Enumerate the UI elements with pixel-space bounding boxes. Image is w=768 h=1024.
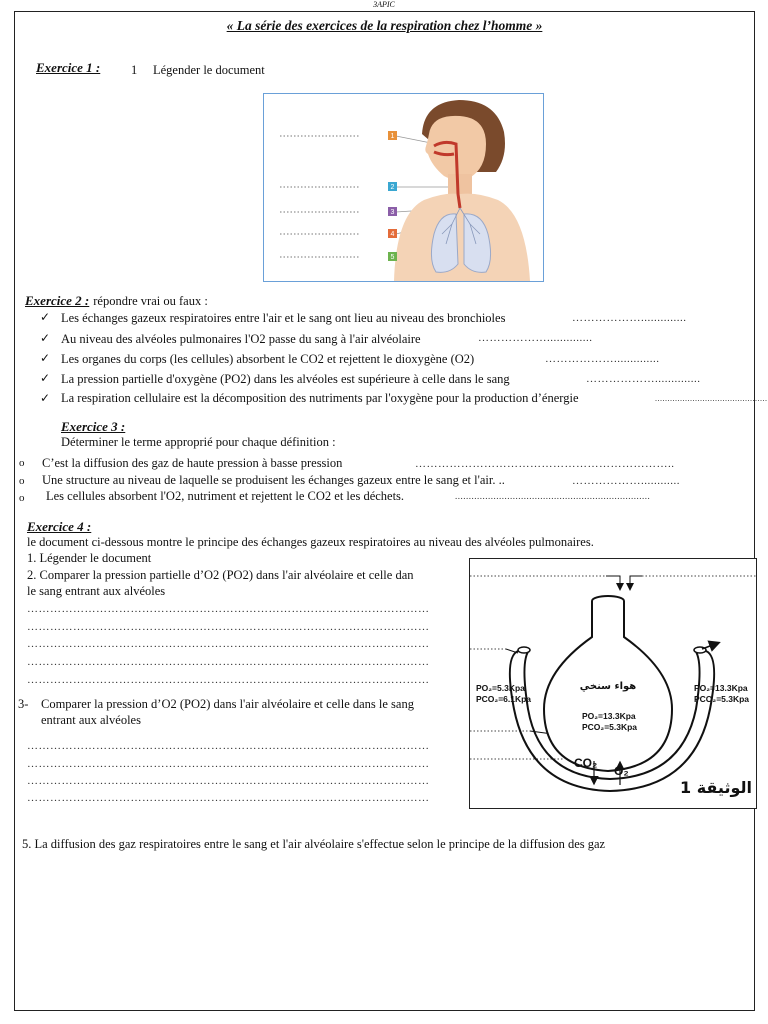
check-icon: ✓ <box>40 391 51 405</box>
exercise-4-q2-line2: le sang entrant aux alvéoles <box>27 584 166 598</box>
ex2-item-2: Au niveau des alvéoles pulmonaires l'O2 passe du sang à l'air alvéolaire <box>61 332 421 346</box>
ex2-answer-4: ……………….............. <box>586 373 701 385</box>
exercise-1-instruction: Légender le document <box>153 63 265 77</box>
ex2-item-3: Les organes du corps (les cellules) absorbent le CO2 et rejettent le dioxygène (O2) <box>61 352 475 366</box>
exercise-4-q3-line1: Comparer la pression d’O2 (PO2) dans l'air alvéolaire et celle dans le sang <box>41 697 414 711</box>
exercise-1-number: 1 <box>131 63 138 77</box>
right-pco2-label: PCO₂=5.3Kpa <box>694 694 750 704</box>
label-4: 4 <box>390 231 395 238</box>
label-3: 3 <box>390 209 395 216</box>
q2-answer-line-2: …………………………………………………………………………………………… <box>27 621 430 633</box>
q3-answer-line-2: …………………………………………………………………………………………… <box>27 758 430 770</box>
left-po2-label: PO₂=5.3Kpa <box>476 683 525 693</box>
check-icon: ✓ <box>40 331 51 345</box>
class-tag: 3APIC <box>373 0 395 9</box>
exercise-4-q3-line2: entrant aux alvéoles <box>41 713 141 727</box>
ex2-answer-2: ……………….............. <box>478 332 593 344</box>
ex2-answer-1: ……………….............. <box>572 312 687 324</box>
q3-answer-line-3: …………………………………………………………………………………………… <box>27 775 430 787</box>
check-icon: ✓ <box>40 351 51 365</box>
q3-answer-line-4: …………………………………………………………………………………………… <box>27 792 430 804</box>
co2-label: CO₂ <box>574 756 598 770</box>
right-po2-label: PO₂=13.3Kpa <box>694 683 748 693</box>
q2-answer-line-1: …………………………………………………………………………………………… <box>27 603 430 615</box>
exercise-4-title: Exercice 4 : <box>27 519 92 534</box>
check-icon: ✓ <box>40 371 51 385</box>
q3-answer-line-1: …………………………………………………………………………………………… <box>27 740 430 752</box>
circle-bullet-icon: o <box>19 475 25 487</box>
exercise-2-instruction: répondre vrai ou faux : <box>93 294 208 308</box>
document-1-label: الوثيقة 1 <box>680 778 752 797</box>
ex3-answer-1: ………………………………………………………….. <box>415 458 675 470</box>
q2-answer-line-3: …………………………………………………………………………………………… <box>27 638 430 650</box>
page-title: « La série des exercices de la respiration chez l’homme » <box>226 18 543 33</box>
ex3-item-1: C’est la diffusion des gaz de haute pression à basse pression <box>42 456 343 470</box>
exercise-4-q3-number: 3- <box>18 697 29 711</box>
q2-answer-line-4: …………………………………………………………………………………………… <box>27 656 430 668</box>
exercise-4-q5: 5. La diffusion des gaz respiratoires entre le sang et l'air alvéolaire s'effectue selon le principe de la diffusion des gaz <box>22 837 606 851</box>
circle-bullet-icon: o <box>19 457 25 469</box>
exercise-4-q1: 1. Légender le document <box>27 551 152 565</box>
center-po2-label: PO₂=13.3Kpa <box>582 711 636 721</box>
exercise-4-q2-line1: 2. Comparer la pression partielle d’O2 (PO2) dans l'air alvéolaire et celle dan <box>27 568 414 582</box>
circle-bullet-icon: o <box>19 492 25 504</box>
exercise-1-title: Exercice 1 : <box>36 60 101 75</box>
left-pco2-label: PCO₂=6.1Kpa <box>476 694 532 704</box>
q2-answer-line-5: …………………………………………………………………………………………… <box>27 674 430 686</box>
exercise-3-title: Exercice 3 : <box>61 419 126 434</box>
alveolar-exchange-figure <box>469 558 757 809</box>
respiratory-system-illustration <box>264 94 543 281</box>
check-icon: ✓ <box>40 310 51 324</box>
ex3-item-3: Les cellules absorbent l'O2, nutriment et rejettent le CO2 et les déchets. <box>46 489 405 503</box>
ex2-item-1: Les échanges gazeux respiratoires entre l'air et le sang ont lieu au niveau des bronchioles <box>61 311 506 325</box>
exercise-2-title: Exercice 2 : <box>25 293 90 308</box>
label-5: 5 <box>390 254 395 261</box>
exercise-2-header <box>25 292 208 310</box>
ex2-item-4: La pression partielle d'oxygène (PO2) dans les alvéoles est supérieure à celle dans le sang <box>61 372 510 386</box>
label-1: 1 <box>390 133 395 140</box>
exercise-4-intro: le document ci-dessous montre le principe des échanges gazeux respiratoires au niveau des alvéoles pulmonaires. <box>27 535 594 549</box>
alveolar-air-label: هواء سنخي <box>579 681 637 692</box>
ex3-answer-2: ………………............ <box>572 475 680 487</box>
center-pco2-label: PCO₂=5.3Kpa <box>582 722 638 732</box>
o2-label: O₂ <box>614 764 629 778</box>
alveolar-exchange-diagram <box>470 559 756 808</box>
exercise-3-instruction: Déterminer le terme approprié pour chaque définition : <box>61 435 336 449</box>
ex2-answer-5: ............................................. <box>655 394 768 403</box>
ex2-answer-3: ……………….............. <box>545 353 660 365</box>
respiratory-system-figure <box>263 93 544 282</box>
ex2-item-5: La respiration cellulaire est la décomposition des nutriments par l'oxygène pour la production d’énergie <box>61 391 579 405</box>
ex3-item-2: Une structure au niveau de laquelle se produisent les échanges gazeux entre le sang et l'air. .. <box>42 473 505 487</box>
label-2: 2 <box>390 184 395 191</box>
ex3-answer-3: ....................................................................... <box>455 491 651 501</box>
